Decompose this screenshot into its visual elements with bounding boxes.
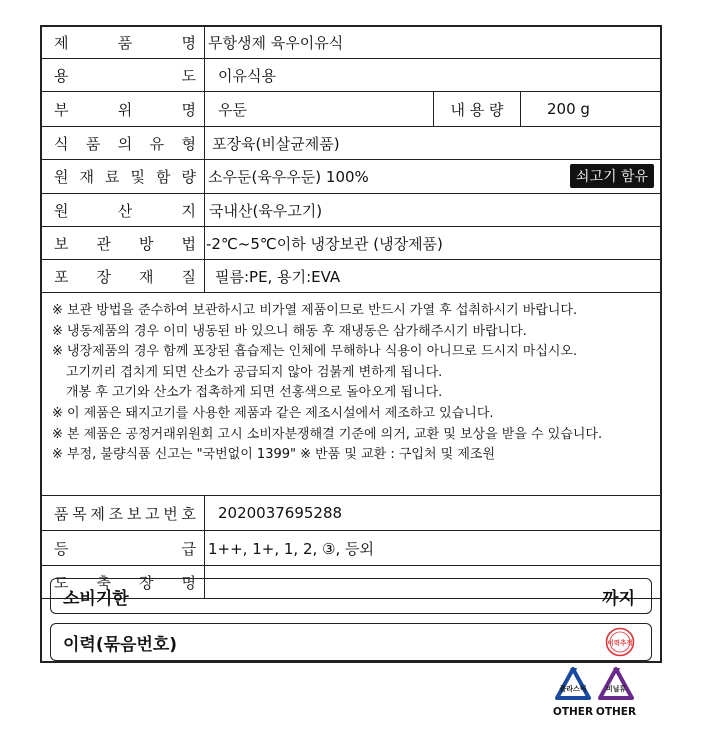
row-storage	[42, 227, 660, 260]
value-ingredients: 소우둔(육우우둔) 100%	[208, 168, 369, 186]
trace-box	[50, 623, 652, 661]
value-report-number: 2020037695288	[218, 504, 343, 522]
value-part: 우둔	[205, 92, 434, 126]
row-packaging	[42, 260, 660, 293]
note-line: 고기끼리 겹치게 되면 산소가 공급되지 않아 검붉게 변하게 됩니다.	[66, 364, 443, 380]
note-line: ※ 본 제품은 공정거래위원회 고시 소비자분쟁해결 기준에 의거, 교환 및 보상을 받을 수 있습니다.	[52, 426, 603, 442]
value-food-type: 포장육(비살균제품)	[212, 134, 340, 153]
label-product-name: 제 품 명	[42, 27, 205, 58]
value-ingredients-wrap	[205, 160, 660, 193]
recycle-caption: OTHER	[552, 706, 594, 718]
expiry-label: 소비기한	[63, 588, 129, 609]
row-ingredients	[42, 160, 660, 194]
row-part	[42, 92, 660, 127]
recycle-material: 비닐류	[605, 685, 627, 693]
label-slaughter: 도 축 장 명	[42, 566, 205, 598]
beef-badge: 쇠고기 함유	[570, 164, 654, 188]
recycle-icon	[553, 666, 593, 704]
trace-seal-text: 이력추적	[607, 639, 633, 647]
label-storage: 보 관 방 법	[42, 227, 205, 259]
label-grade: 등 급	[42, 531, 205, 565]
label-report-number: 품 목 제 조 보 고 번 호	[42, 496, 205, 530]
row-grade	[42, 531, 660, 566]
note-line: ※ 부정, 불량식품 신고는 "국번없이 1399" ※ 반품 및 교환 : 구입처 및 제조원	[52, 447, 496, 463]
recycle-caption: OTHER	[595, 706, 637, 718]
label-packaging: 포 장 재 질	[42, 260, 205, 292]
value-content: 200 g	[547, 100, 590, 118]
label-ingredients: 원 재 료 및 함 량	[42, 160, 205, 193]
label-part: 부 위 명	[42, 92, 205, 126]
value-product-name: 무항생제 육우이유식	[208, 34, 344, 52]
row-origin	[42, 194, 660, 227]
trace-label: 이력(묶음번호)	[63, 634, 178, 655]
trace-seal	[605, 627, 635, 657]
label-origin: 원 산 지	[42, 194, 205, 226]
value-usage: 이유식용	[218, 66, 276, 85]
row-food-type	[42, 127, 660, 160]
label-content: 내 용 량	[434, 92, 521, 126]
recycle-icon	[596, 666, 636, 704]
row-report-number	[42, 496, 660, 531]
expiry-box	[50, 578, 652, 614]
note-line: ※ 냉동제품의 경우 이미 냉동된 바 있으니 해동 후 재냉동은 삼가해주시기 바랍니다.	[52, 323, 527, 339]
value-grade: 1++, 1+, 1, 2, ③, 등외	[208, 539, 374, 558]
value-origin: 국내산(육우고기)	[209, 201, 323, 220]
row-usage	[42, 59, 660, 92]
label-food-type: 식 품 의 유 형	[42, 127, 205, 159]
note-line: 개봉 후 고기와 산소가 접촉하게 되면 선홍색으로 돌아오게 됩니다.	[66, 385, 443, 401]
recycle-material: 플라스틱	[559, 685, 587, 693]
expiry-suffix: 까지	[602, 588, 635, 609]
note-line: ※ 냉장제품의 경우 함께 포장된 흡습제는 인체에 무해하나 식용이 아니므로 드시지 마십시오.	[52, 344, 578, 360]
row-product-name	[42, 27, 660, 59]
note-line: ※ 이 제품은 돼지고기를 사용한 제품과 같은 제조시설에서 제조하고 있습니다.	[52, 405, 494, 421]
label-usage: 용 도	[42, 59, 205, 91]
food-label	[40, 25, 662, 663]
trace-seal-icon	[605, 627, 635, 657]
recycle-vinyl	[588, 666, 644, 718]
notes	[42, 293, 660, 496]
value-storage: -2℃~5℃이하 냉장보관 (냉장제품)	[206, 234, 443, 253]
value-packaging: 필름:PE, 용기:EVA	[215, 267, 341, 286]
note-line: ※ 보관 방법을 준수하여 보관하시고 비가열 제품이므로 반드시 가열 후 섭취하시기 바랍니다.	[52, 303, 578, 318]
